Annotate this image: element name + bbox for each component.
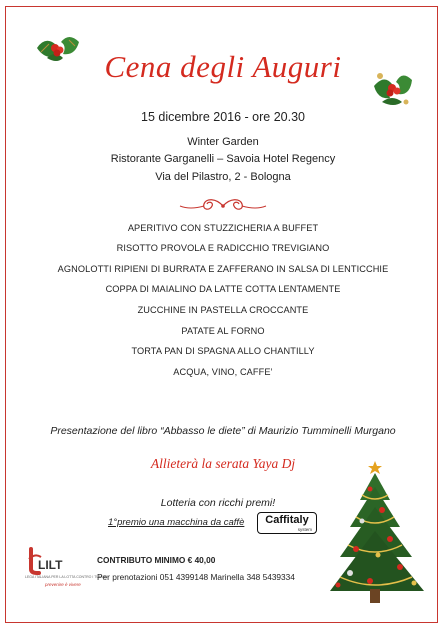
booking-info: Per prenotazioni 051 4399148 Marinella 348 5439334: [97, 572, 295, 582]
lilt-subtitle: LEGA ITALIANA PER LA LOTTA CONTRO I TUMORI: [25, 575, 109, 579]
book-presentation: Presentazione del libro “Abbasso le diete” di Maurizio Tumminelli Murgano: [50, 425, 396, 437]
menu-item: RISOTTO PROVOLA E RADICCHIO TREVIGIANO: [116, 243, 330, 253]
christmas-tree-icon: [330, 455, 430, 610]
menu-item: ZUCCHINE IN PASTELLA CROCCANTE: [137, 305, 309, 315]
event-date: 15 dicembre 2016 - ore 20.30: [141, 110, 305, 124]
venue-address: Via del Pilastro, 2 - Bologna: [155, 171, 291, 183]
flourish-divider-icon: [176, 196, 270, 216]
lilt-tagline: prevenire è vivere: [45, 582, 81, 587]
venue-restaurant: Ristorante Garganelli – Savoia Hotel Regency: [110, 153, 336, 165]
lilt-name: LILT: [38, 558, 63, 572]
menu-item: COPPA DI MAIALINO DA LATTE COTTA LENTAMENTE: [105, 284, 341, 294]
dj-announcement: Allieterà la serata Yaya Dj: [150, 456, 296, 471]
caffitaly-sub: system: [297, 527, 312, 532]
menu-item: PATATE AL FORNO: [181, 326, 265, 336]
menu-item: APERITIVO CON STUZZICHERIA A BUFFET: [127, 223, 319, 233]
first-prize-text: 1°premio una macchina da caffè: [108, 517, 245, 528]
venue-name: Winter Garden: [187, 136, 259, 148]
caffitaly-logo: [257, 512, 317, 534]
caffitaly-brand: Caffitaly: [265, 514, 309, 526]
menu-item: TORTA PAN DI SPAGNA ALLO CHANTILLY: [131, 346, 315, 356]
lottery-text: Lotteria con ricchi premi!: [160, 497, 276, 509]
page-title: Cena degli Auguri: [104, 49, 342, 84]
minimum-contribution: CONTRIBUTO MINIMO € 40,00: [97, 555, 216, 565]
menu-item: AGNOLOTTI RIPIENI DI BURRATA E ZAFFERANO IN SALSA DI LENTICCHIE: [57, 264, 389, 274]
menu-item: ACQUA, VINO, CAFFE’: [173, 367, 273, 377]
